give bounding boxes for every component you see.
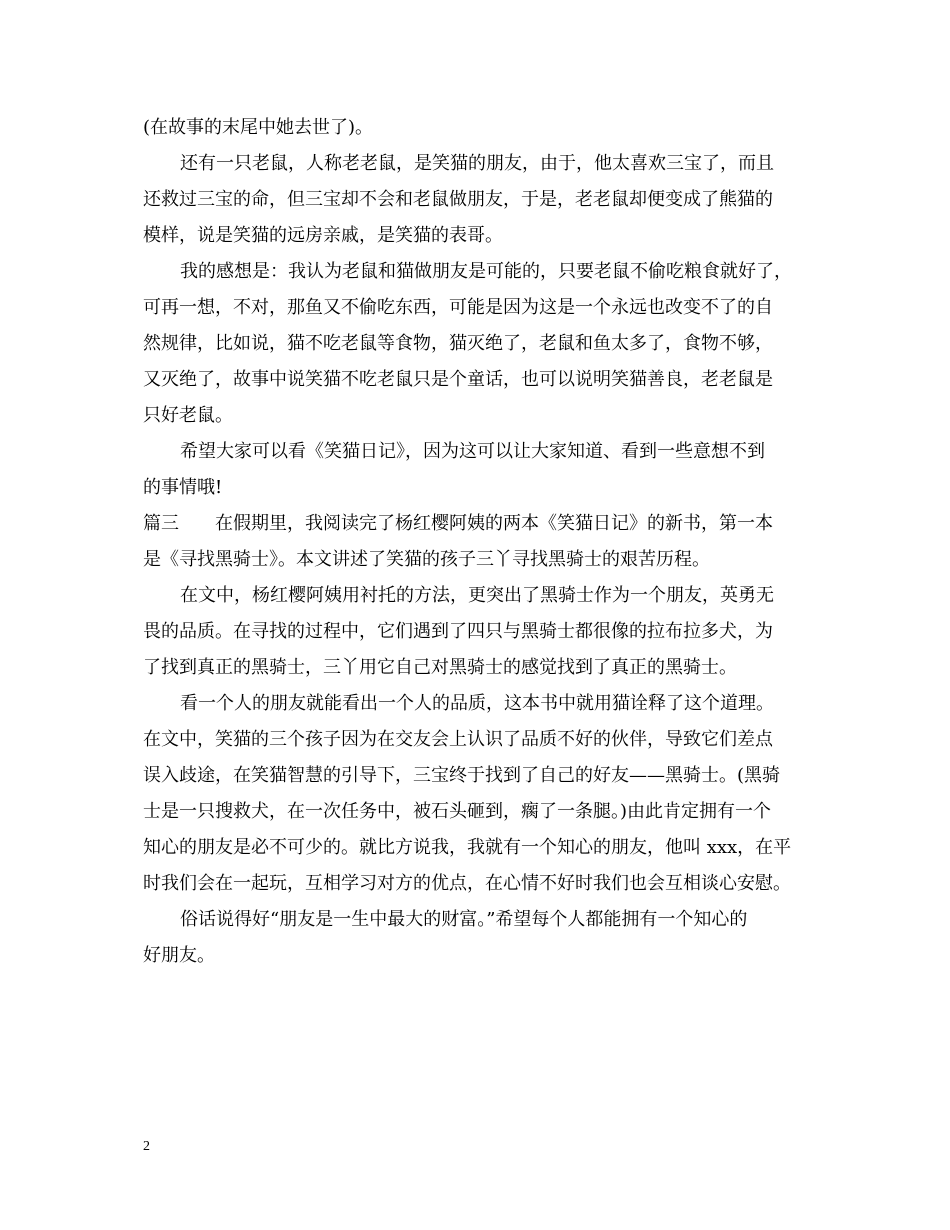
text-line: 是《寻找黑骑士》。本文讲述了笑猫的孩子三丫寻找黑骑士的艰苦历程。	[143, 549, 710, 570]
text-line: 模样，说是笑猫的远房亲戚，是笑猫的表哥。	[143, 225, 503, 246]
text-line: 在文中，笑猫的三个孩子因为在交友会上认识了品质不好的伙伴，导致它们差点	[143, 729, 773, 750]
text-line: 好朋友。	[143, 945, 215, 966]
text-line: 了找到真正的黑骑士，三丫用它自己对黑骑士的感觉找到了真正的黑骑士。	[143, 657, 737, 678]
text-line: 时我们会在一起玩，互相学习对方的优点，在心情不好时我们也会互相谈心安慰。	[143, 873, 791, 894]
paragraph-start-line: 还有一只老鼠，人称老老鼠，是笑猫的朋友，由于，他太喜欢三宝了，而且	[180, 153, 774, 174]
text-line: (在故事的末尾中她去世了)。	[143, 117, 374, 138]
paragraph-start-line: 俗话说得好“朋友是一生中最大的财富。”希望每个人都能拥有一个知心的	[180, 909, 748, 930]
text-line: 误入歧途，在笑猫智慧的引导下，三宝终于找到了自己的好友——黑骑士。(黑骑	[143, 765, 781, 786]
text-line: 畏的品质。在寻找的过程中，它们遇到了四只与黑骑士都很像的拉布拉多犬，为	[143, 621, 773, 642]
text-line: 的事情哦!	[143, 477, 223, 498]
text-line: 知心的朋友是必不可少的。就比方说我，我就有一个知心的朋友，他叫 xxx，在平	[143, 837, 792, 858]
paragraph-start-line: 我的感想是：我认为老鼠和猫做朋友是可能的，只要老鼠不偷吃粮食就好了，	[180, 261, 792, 282]
section-heading-line: 篇三 在假期里，我阅读完了杨红樱阿姨的两本《笑猫日记》的新书，第一本	[143, 513, 773, 534]
paragraph-start-line: 看一个人的朋友就能看出一个人的品质，这本书中就用猫诠释了这个道理。	[180, 693, 774, 714]
text-line: 还救过三宝的命，但三宝却不会和老鼠做朋友，于是，老老鼠却便变成了熊猫的	[143, 189, 773, 210]
text-line: 可再一想，不对，那鱼又不偷吃东西，可能是因为这是一个永远也改变不了的自	[143, 297, 773, 318]
text-line: 又灭绝了，故事中说笑猫不吃老鼠只是个童话，也可以说明笑猫善良，老老鼠是	[143, 369, 773, 390]
text-line: 只好老鼠。	[143, 405, 233, 426]
text-line: 然规律，比如说，猫不吃老鼠等食物，猫灭绝了，老鼠和鱼太多了，食物不够，	[143, 333, 773, 354]
text-line: 士是一只搜救犬，在一次任务中，被石头砸到，瘸了一条腿。)由此肯定拥有一个	[143, 801, 772, 822]
page-number: 2	[143, 1139, 150, 1154]
paragraph-start-line: 希望大家可以看《笑猫日记》，因为这可以让大家知道、看到一些意想不到	[180, 441, 765, 462]
paragraph-start-line: 在文中，杨红樱阿姨用衬托的方法，更突出了黑骑士作为一个朋友，英勇无	[180, 585, 774, 606]
